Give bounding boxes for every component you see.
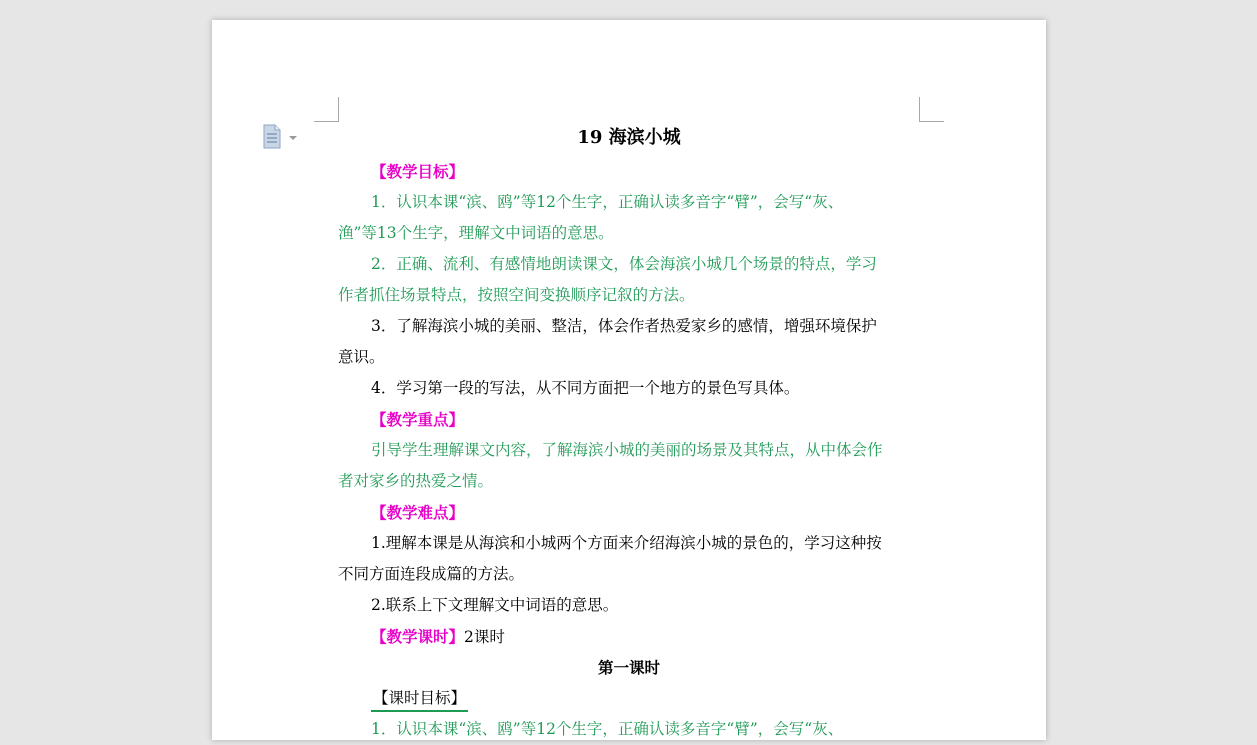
objectives-heading: 【教学目标】 <box>371 162 465 181</box>
key-points-line-2: 者对家乡的热爱之情。 <box>338 472 494 490</box>
document-body[interactable] <box>338 120 920 745</box>
objective-3-line-2: 意识。 <box>338 348 385 366</box>
document-page[interactable] <box>212 20 1046 740</box>
difficulties-heading: 【教学难点】 <box>371 503 465 522</box>
objective-1-line-1: 1．认识本课“滨、鸥”等12个生字，正确认读多音字“臂”，会写“灰、 <box>371 193 844 211</box>
crop-mark-top-right <box>919 97 944 122</box>
objective-2-line-2: 作者抓住场景特点，按照空间变换顺序记叙的方法。 <box>338 286 695 304</box>
class-hours-line <box>338 621 920 652</box>
key-points-heading: 【教学重点】 <box>371 410 465 429</box>
lesson-objectives-line <box>338 683 920 714</box>
document-menu-icon[interactable] <box>262 124 302 150</box>
lesson-objective-1-partial: 1．认识本课“滨、鸥”等12个生字，正确认读多音字“臂”，会写“灰、 <box>371 720 844 738</box>
lesson-1-title: 第一课时 <box>597 658 660 677</box>
class-hours-value: 2课时 <box>464 628 505 646</box>
key-points-line-1: 引导学生理解课文内容，了解海滨小城的美丽的场景及其特点，从中体会作 <box>371 441 883 459</box>
difficulty-1-line-1: 1.理解本课是从海滨和小城两个方面来介绍海滨小城的景色的，学习这种按 <box>371 534 882 552</box>
objective-3-line-1: 3．了解海滨小城的美丽、整洁，体会作者热爱家乡的感情，增强环境保护 <box>371 317 877 335</box>
objective-2-line-1: 2．正确、流利、有感情地朗读课文，体会海滨小城几个场景的特点，学习 <box>371 255 877 273</box>
crop-mark-top-left <box>314 97 339 122</box>
page-title: 19 海滨小城 <box>577 127 681 148</box>
objective-1-line-2: 渔”等13个生字，理解文中词语的意思。 <box>338 224 614 242</box>
class-hours-heading: 【教学课时】 <box>371 627 465 646</box>
objective-4-line-1: 4．学习第一段的写法，从不同方面把一个地方的景色写具体。 <box>371 379 800 397</box>
difficulty-2-line-1: 2.联系上下文理解文中词语的意思。 <box>371 596 619 614</box>
difficulty-1-line-2: 不同方面连段成篇的方法。 <box>338 565 525 583</box>
lesson-objectives-heading: 【课时目标】 <box>371 686 468 712</box>
